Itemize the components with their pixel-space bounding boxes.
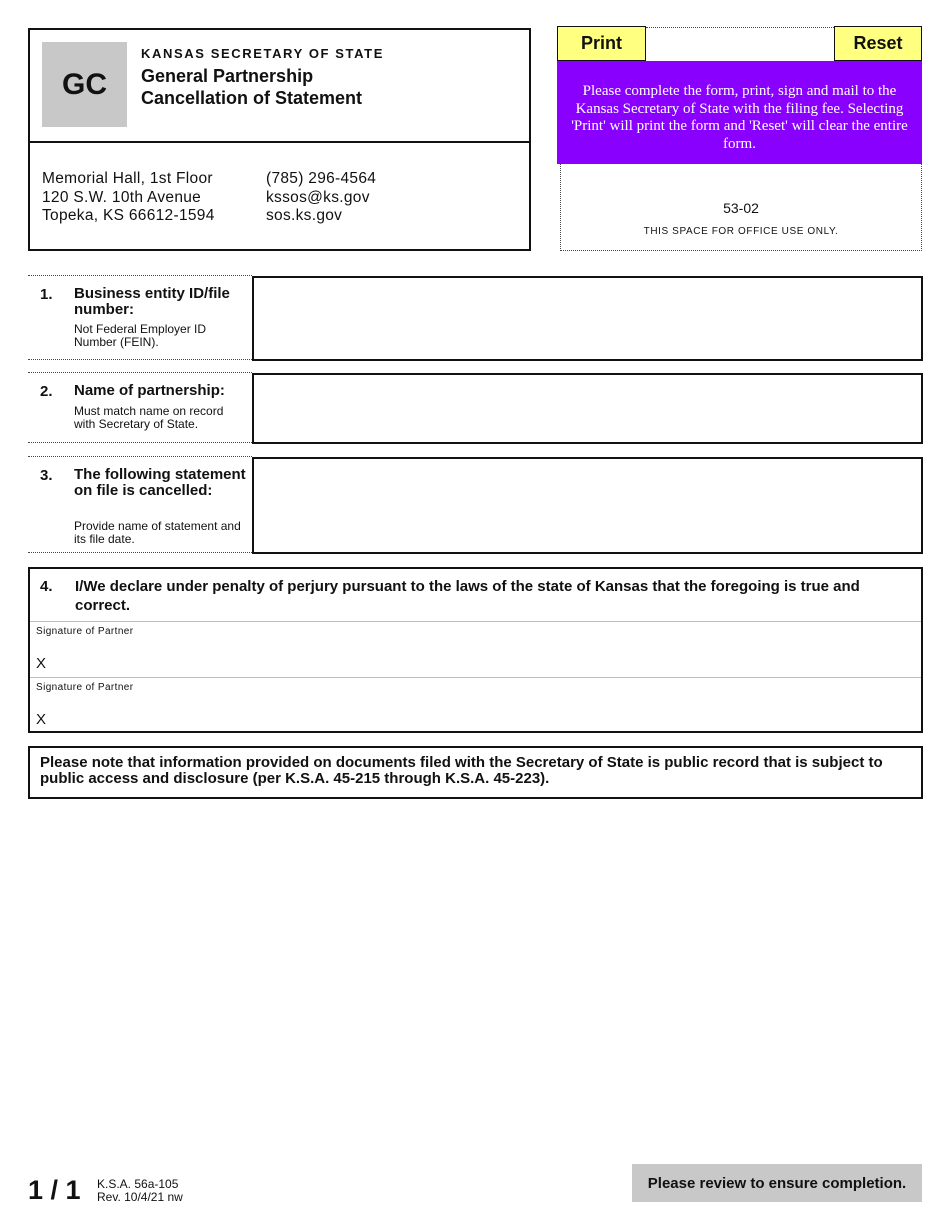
cancelled-statement-input[interactable] xyxy=(252,457,923,554)
address-line: Topeka, KS 66612-1594 xyxy=(42,207,215,224)
form-code-logo: GC xyxy=(42,42,127,127)
mailing-address xyxy=(42,170,215,226)
signature-label: Signature of Partner xyxy=(36,626,134,637)
signature-field-2[interactable]: X xyxy=(36,711,47,728)
dotted-divider xyxy=(646,27,834,28)
signature-label: Signature of Partner xyxy=(36,682,134,693)
email-link[interactable]: kssos@ks.gov xyxy=(266,188,370,206)
agency-name: KANSAS SECRETARY OF STATE xyxy=(141,46,384,61)
statute-reference xyxy=(97,1178,183,1203)
field-title: Business entity ID/file number: xyxy=(74,285,230,318)
header-divider xyxy=(30,141,529,143)
entity-id-input[interactable] xyxy=(252,276,923,361)
review-notice: Please review to ensure completion. xyxy=(632,1164,922,1202)
field-number: 2. xyxy=(40,383,53,400)
partnership-name-input[interactable] xyxy=(252,373,923,444)
field-hint: Provide name of statement and its file date. xyxy=(74,519,241,546)
field-hint: Must match name on record with Secretary of State. xyxy=(74,404,224,431)
signature-divider xyxy=(30,621,921,622)
form-number: 53-02 xyxy=(723,200,759,216)
field-title: The following statement on file is cancelled: xyxy=(74,466,246,499)
office-use-note: THIS SPACE FOR OFFICE USE ONLY. xyxy=(643,226,839,237)
form-title-line2: Cancellation of Statement xyxy=(141,88,363,108)
field-number: 4. xyxy=(40,578,53,595)
signature-field-1[interactable]: X xyxy=(36,655,47,672)
field-hint: Not Federal Employer ID Number (FEIN). xyxy=(74,322,207,349)
form-title xyxy=(141,65,362,109)
address-line: 120 S.W. 10th Avenue xyxy=(42,188,202,206)
print-button[interactable]: Print xyxy=(557,26,646,61)
address-line: Memorial Hall, 1st Floor xyxy=(42,170,213,187)
statute-citation: K.S.A. 56a-105 xyxy=(97,1177,179,1191)
field-number: 1. xyxy=(40,286,53,303)
field-2-label xyxy=(28,373,252,443)
signature-divider xyxy=(30,677,921,678)
declaration-text: I/We declare under penalty of perjury pursuant to the laws of the state of Kansas that the foregoing is true and correct. xyxy=(75,578,860,614)
public-record-note: Please note that information provided on documents filed with the Secretary of State is public record that is subject to public access and disclosure (per K.S.A. 45-215 through K.S.A. 45-223). xyxy=(28,746,923,799)
header-box xyxy=(28,28,531,251)
reset-button[interactable]: Reset xyxy=(834,26,922,61)
field-1-label xyxy=(28,276,252,360)
declaration-section xyxy=(28,567,923,733)
form-title-line1: General Partnership xyxy=(141,66,314,86)
instructions-panel: Please complete the form, print, sign and mail to the Kansas Secretary of State with the filing fee. Selecting 'Print' will print the form and 'Reset' will clear the entire form. xyxy=(557,61,922,164)
revision-date: Rev. 10/4/21 nw xyxy=(97,1189,183,1204)
field-title: Name of partnership: xyxy=(74,382,225,399)
office-use-area xyxy=(560,164,922,251)
website-link[interactable]: sos.ks.gov xyxy=(266,207,343,224)
field-number: 3. xyxy=(40,467,53,484)
contact-info xyxy=(266,170,376,226)
phone-number: (785) 296-4564 xyxy=(266,170,377,187)
field-3-label xyxy=(28,457,252,553)
page-number: 1 / 1 xyxy=(28,1175,81,1205)
